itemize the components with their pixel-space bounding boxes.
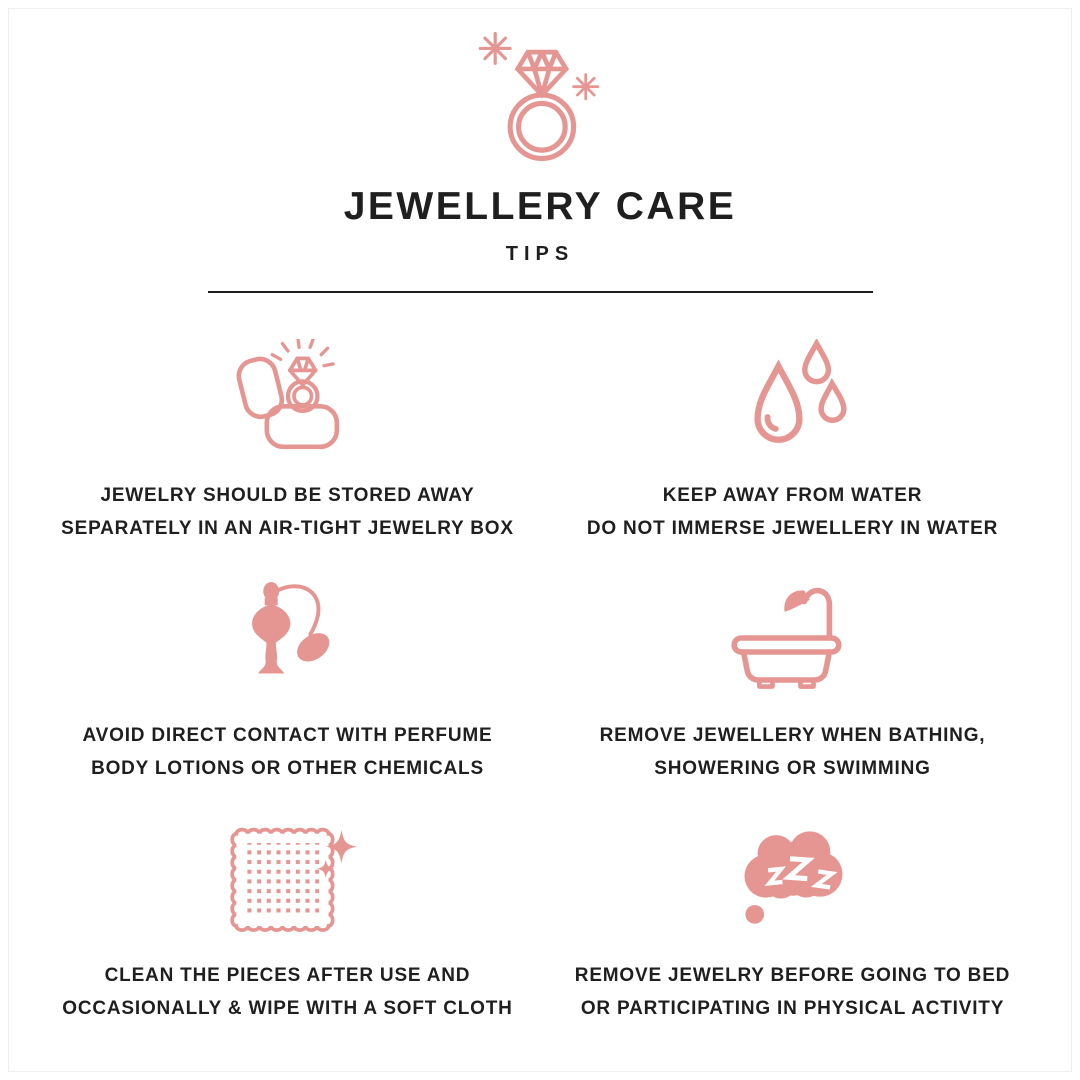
sparkle-icon <box>574 75 598 99</box>
tip-caption <box>40 479 535 545</box>
tip-water <box>545 339 1040 545</box>
tip-caption <box>545 959 1040 1025</box>
tip-perfume <box>40 579 535 785</box>
header <box>0 0 1080 293</box>
tips-grid <box>40 339 1040 1025</box>
tip-bathing <box>545 579 1040 785</box>
sleep-cloud-icon <box>545 819 1040 937</box>
page-title: JEWELLERY CARE <box>343 185 737 228</box>
tip-caption-line: CLEAN THE PIECES AFTER USE AND <box>104 965 471 986</box>
tip-caption-line: JEWELRY SHOULD BE STORED AWAY <box>100 485 475 506</box>
tip-sleep <box>545 819 1040 1025</box>
bathtub-shower-icon <box>545 579 1040 697</box>
perfume-atomizer-icon <box>40 579 535 697</box>
tip-caption <box>545 719 1040 785</box>
page-subtitle: TIPS <box>505 243 575 265</box>
sparkle-icon <box>317 830 358 878</box>
diamond-ring-icon <box>470 26 610 171</box>
water-drops-icon <box>545 339 1040 457</box>
ring-box-icon <box>40 339 535 457</box>
tip-caption-line: KEEP AWAY FROM WATER <box>662 485 923 506</box>
tip-caption-line: DO NOT IMMERSE JEWELLERY IN WATER <box>586 518 999 539</box>
tip-caption <box>40 959 535 1025</box>
tip-caption <box>40 719 535 785</box>
tip-caption <box>545 479 1040 545</box>
tip-caption-line: REMOVE JEWELRY BEFORE GOING TO BED <box>574 965 1011 986</box>
divider-line <box>208 291 873 293</box>
tip-caption-line: SHOWERING OR SWIMMING <box>654 758 931 779</box>
sparkle-icon <box>480 33 510 63</box>
tip-caption-line: AVOID DIRECT CONTACT WITH PERFUME <box>82 725 493 746</box>
tip-caption-line: BODY LOTIONS OR OTHER CHEMICALS <box>91 758 484 779</box>
tip-caption-line: REMOVE JEWELLERY WHEN BATHING, <box>599 725 986 746</box>
cloth-sparkle-icon <box>40 819 535 937</box>
tip-caption-line: OCCASIONALLY & WIPE WITH A SOFT CLOTH <box>62 998 513 1019</box>
tip-cleaning <box>40 819 535 1025</box>
tip-storage <box>40 339 535 545</box>
tip-caption-line: SEPARATELY IN AN AIR-TIGHT JEWELRY BOX <box>61 518 514 539</box>
tip-caption-line: OR PARTICIPATING IN PHYSICAL ACTIVITY <box>580 998 1005 1019</box>
